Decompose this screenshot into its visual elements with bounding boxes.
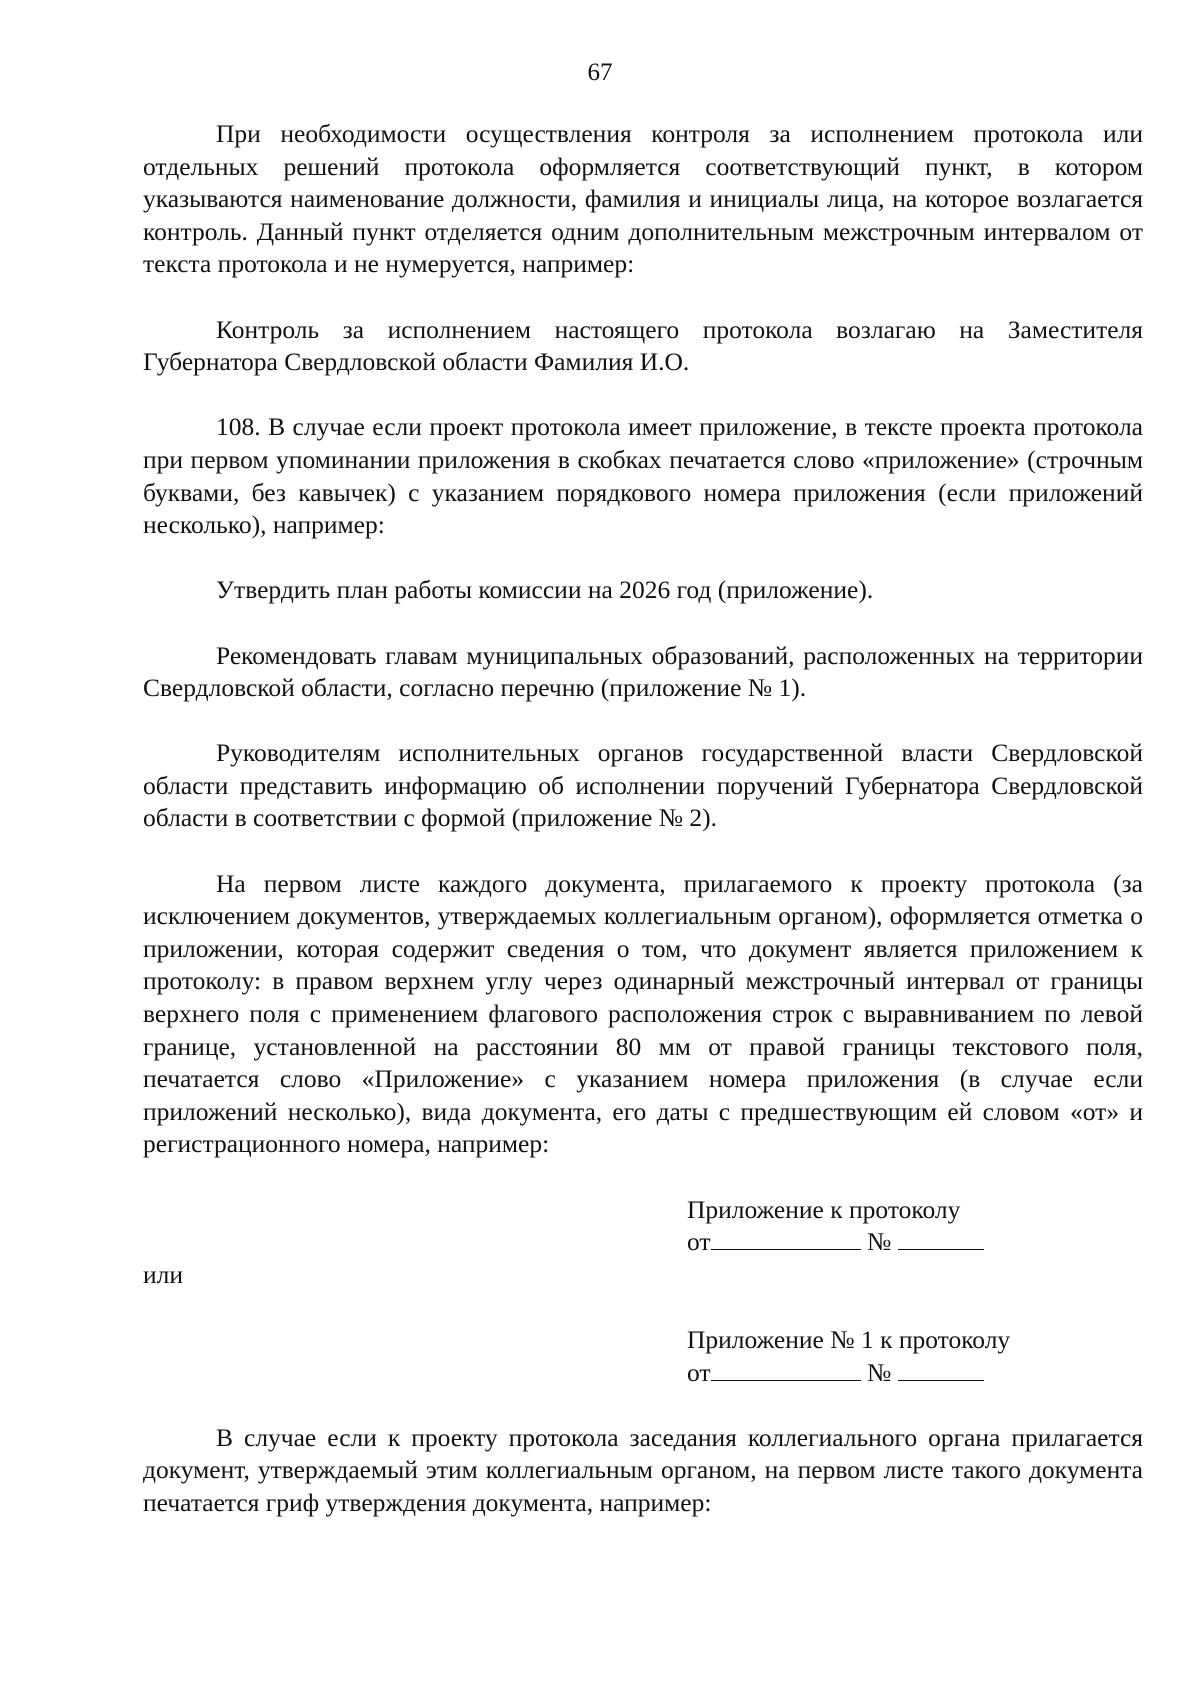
spacer — [143, 542, 1143, 575]
paragraph-attachment-mark: На первом листе каждого документа, прилагаемого к проекту протокола (за исключением документов, утверждаемых коллегиальным органом), оформляется отметка о приложении, которая содержит сведения о том, что документ является приложением к протоколу: в правом верхнем углу через одинарный межстрочный интервал от границы верхнего поля с применением флагового расположения строк с выравниванием по левой границе, установленной на расстоянии 80 мм от правой границы текстового поля, печатается слово «Приложение» с указанием номера приложения (в случае если приложений несколько), вида документа, его даты с предшествующим ей словом «от» и регистрационного номера, например: — [143, 868, 1143, 1159]
stamp-title: Приложение к протоколу — [687, 1194, 961, 1224]
stamp-date-prefix: от — [687, 1357, 711, 1387]
spacer — [143, 1161, 1143, 1194]
document-body — [143, 118, 1143, 1520]
spacer — [143, 705, 1143, 738]
date-blank-line — [711, 1358, 861, 1381]
spacer — [143, 607, 1143, 640]
spacer — [143, 379, 1143, 412]
date-blank-line — [711, 1227, 861, 1250]
stamp-number-sign: № — [866, 1357, 892, 1387]
paragraph-approval-stamp: В случае если к проекту протокола заседания коллегиального органа прилагается документ, утверждаемый этим коллегиальным органом, на первом листе такого документа печатается гриф утверждения документа, например: — [143, 1422, 1143, 1517]
spacer — [143, 835, 1143, 868]
paragraph-control-example: Контроль за исполнением настоящего протокола возлагаю на Заместителя Губернатора Свердловской области Фамилия И.О. — [143, 314, 1143, 377]
paragraph-example-plan: Утвердить план работы комиссии на 2026 год (приложение). — [216, 575, 874, 605]
spacer — [143, 281, 1143, 314]
paragraph-example-recommend: Рекомендовать главам муниципальных образований, расположенных на территории Свердловской области, согласно перечню (приложение № 1). — [143, 640, 1143, 703]
attachment-stamp-example-1 — [687, 1194, 1143, 1259]
spacer — [143, 1389, 1143, 1422]
stamp-title: Приложение № 1 к протоколу — [687, 1324, 1011, 1354]
stamp-date-number-line — [687, 1226, 1143, 1259]
page-number: 67 — [587, 59, 613, 86]
paragraph-control-clause: При необходимости осуществления контроля за исполнением протокола или отдельных решений протокола оформляется соответствующий пункт, в котором указываются наименование должности, фамилия и инициалы лица, на которое возлагается контроль. Данный пункт отделяется одним дополнительным межстрочным интервалом от текста протокола и не нумеруется, например: — [143, 119, 1143, 279]
spacer — [143, 1291, 1143, 1324]
number-blank-line — [898, 1358, 984, 1381]
paragraph-item-108: 108. В случае если проект протокола имеет приложение, в тексте проекта протокола при первом упоминании приложения в скобках печатается слово «приложение» (строчным буквами, без кавычек) с указанием порядкового номера приложения (если приложений несколько), например: — [143, 412, 1143, 540]
attachment-stamp-example-2 — [687, 1324, 1143, 1389]
number-blank-line — [898, 1227, 984, 1250]
or-separator: или — [143, 1259, 184, 1289]
stamp-date-number-line — [687, 1357, 1143, 1390]
paragraph-example-heads: Руководителям исполнительных органов государственной власти Свердловской области представить информацию об исполнении поручений Губернатора Свердловской области в соответствии с формой (приложение № 2). — [143, 738, 1143, 833]
stamp-number-sign: № — [866, 1227, 892, 1257]
stamp-date-prefix: от — [687, 1227, 711, 1257]
